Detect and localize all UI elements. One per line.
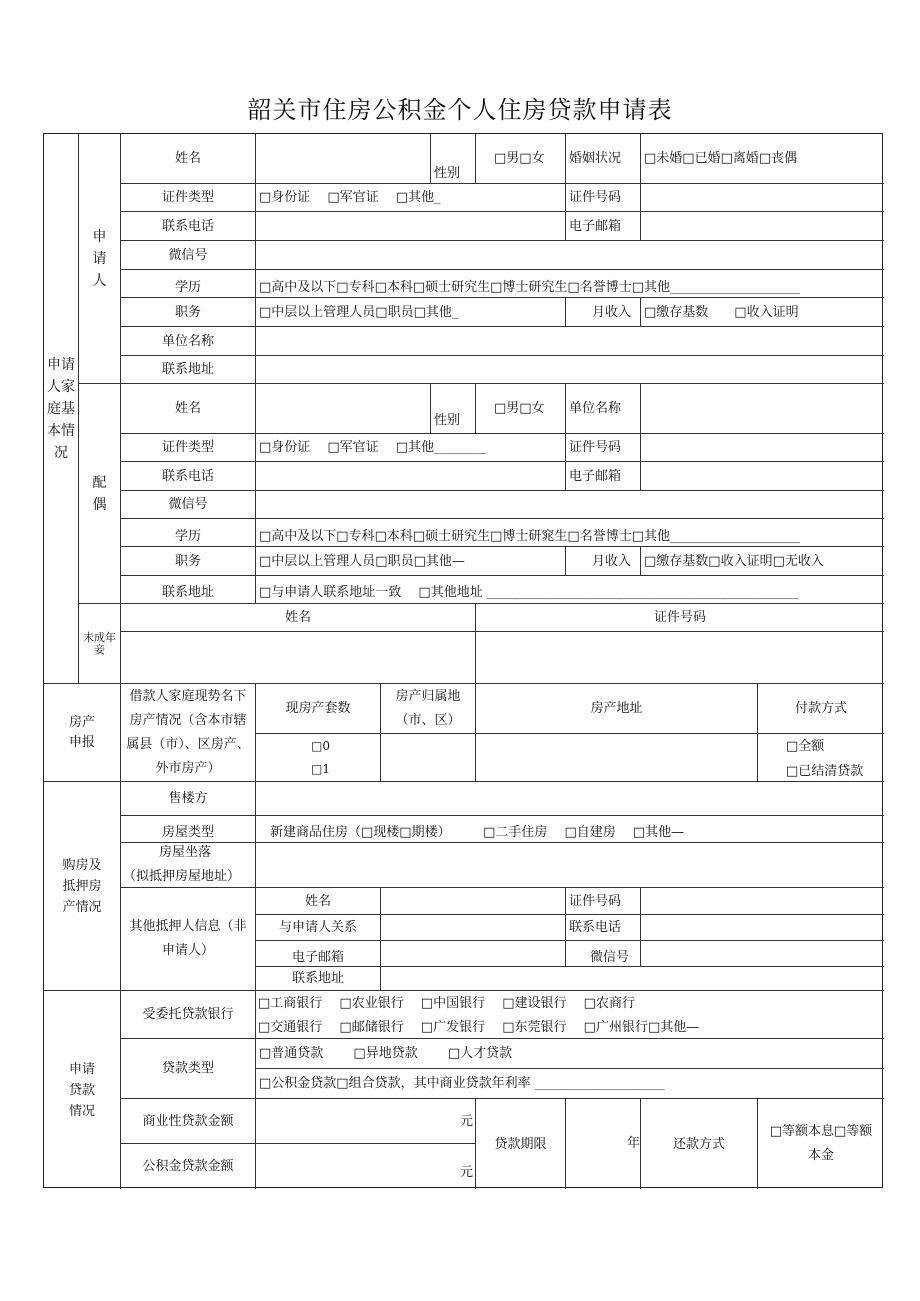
loan-section-label: 申请贷款情况 — [44, 991, 121, 1189]
applicant-income-label: 月收入 — [566, 298, 641, 327]
house-type-label: 房屋类型 — [121, 816, 256, 843]
spouse-idtype-label: 证件类型 — [121, 434, 256, 462]
commercial-amount-label: 商业性贷款金额 — [121, 1099, 256, 1144]
property-belong-header: 房产归属地（市、区） — [381, 684, 476, 734]
property-pay-header: 付款方式 — [758, 684, 884, 734]
spouse-name-field[interactable] — [256, 384, 431, 434]
spouse-email-field[interactable] — [641, 462, 884, 491]
house-location-label-cell — [121, 843, 256, 888]
loan-term-field[interactable] — [566, 1099, 641, 1189]
loan-application-form — [43, 133, 883, 1188]
mortgagor-email-label: 电子邮箱 — [256, 941, 381, 967]
property-addr-header: 房产地址 — [476, 684, 758, 734]
seller-label: 售楼方 — [121, 782, 256, 816]
spouse-unit-field[interactable] — [641, 384, 884, 434]
applicant-name-field[interactable] — [256, 134, 431, 184]
spouse-gender-options[interactable]: □男□女 — [476, 384, 566, 434]
applicant-unit-label: 单位名称 — [121, 327, 256, 356]
minor-idno-header: 证件号码 — [476, 604, 884, 632]
mortgagor-addr-label: 联系地址 — [256, 967, 381, 991]
fund-amount-label: 公积金贷款金额 — [121, 1144, 256, 1189]
applicant-gender-options[interactable]: □男□女 — [476, 134, 566, 184]
family-info-section-label: 申请人家庭基本情况 — [44, 134, 79, 684]
mortgagor-relation-field[interactable] — [381, 915, 566, 941]
bank-options-cell — [256, 991, 884, 1039]
house-type-options[interactable]: 新建商品住房（□现楼□期楼） □二手住房 □自建房 □其他— — [256, 816, 884, 843]
property-count-0[interactable]: □0 — [311, 739, 330, 753]
applicant-idtype-label: 证件类型 — [121, 184, 256, 212]
commercial-amount-unit: 元 — [459, 1114, 473, 1129]
applicant-wechat-field[interactable] — [256, 241, 884, 270]
loan-type-label: 贷款类型 — [121, 1039, 256, 1099]
minor-idno-field[interactable] — [476, 632, 884, 684]
spouse-job-label: 职务 — [121, 547, 256, 576]
mortgagor-addr-field[interactable] — [381, 967, 884, 991]
house-location-label: 房屋坐落 — [159, 845, 212, 860]
fund-amount-field[interactable] — [256, 1144, 476, 1189]
property-pay-cell — [758, 734, 884, 782]
spouse-income-options[interactable]: □缴存基数□收入证明□无收入 — [641, 547, 884, 576]
repay-method-label: 还款方式 — [641, 1099, 758, 1189]
property-belong-field[interactable] — [381, 734, 476, 782]
minor-group-label: 未成年妾 — [79, 604, 121, 684]
property-desc: 借款人家庭现势名下房产情况（含本市辖属县（市）、区房产、外市房产） — [121, 684, 256, 782]
applicant-income-options[interactable]: □缴存基数 □收入证明 — [641, 298, 884, 327]
mortgagor-wechat-label: 微信号 — [566, 941, 641, 967]
spouse-addr-options[interactable]: □与申请人联系地址一致 □其他地址 ________________________________________________ — [256, 576, 884, 604]
loan-type-options-row2[interactable]: □公积金贷款□组合贷款，其中商业贷款年利率 ____________________ — [256, 1069, 884, 1099]
spouse-gender-label-cell — [431, 384, 476, 434]
applicant-gender-label-cell — [431, 134, 476, 184]
applicant-addr-field[interactable] — [256, 356, 884, 384]
mortgagor-email-field[interactable] — [381, 941, 566, 967]
spouse-email-label: 电子邮箱 — [566, 462, 641, 491]
spouse-idno-label: 证件号码 — [566, 434, 641, 462]
property-count-header: 现房产套数 — [256, 684, 381, 734]
applicant-name-label: 姓名 — [121, 134, 256, 184]
spouse-idno-field[interactable] — [641, 434, 884, 462]
spouse-wechat-field[interactable] — [256, 491, 884, 519]
repay-method-options[interactable]: □等额本息□等额本金 — [769, 1124, 873, 1163]
spouse-group-label: 配偶 — [79, 384, 121, 604]
property-section-label: 房产申报 — [44, 684, 121, 782]
applicant-idtype-options[interactable]: □身份证 □军官证 □其他_ — [256, 184, 566, 212]
spouse-income-label: 月收入 — [566, 547, 641, 576]
commercial-amount-field[interactable] — [256, 1099, 476, 1144]
mortgagor-relation-label: 与申请人关系 — [256, 915, 381, 941]
property-pay-cleared[interactable]: □已结清贷款 — [786, 764, 864, 779]
applicant-job-label: 职务 — [121, 298, 256, 327]
spouse-idtype-options[interactable]: □身份证 □军官证 □其他________ — [256, 434, 566, 462]
mortgagor-idno-label: 证件号码 — [566, 888, 641, 915]
mortgagor-phone-label: 联系电话 — [566, 915, 641, 941]
house-location-field[interactable] — [256, 843, 884, 888]
applicant-group-label: 申请人 — [79, 134, 121, 384]
other-mortgagor-label: 其他抵押人信息（非申请人） — [121, 888, 256, 991]
applicant-gender-label: 性别 — [434, 166, 461, 181]
spouse-unit-label: 单位名称 — [566, 384, 641, 434]
mortgagor-wechat-field[interactable] — [641, 941, 884, 967]
applicant-edu-label: 学历 — [121, 270, 256, 298]
loan-term-unit: 年 — [626, 1136, 640, 1151]
applicant-idno-label: 证件号码 — [566, 184, 641, 212]
property-pay-full[interactable]: □全额 — [786, 739, 825, 754]
applicant-marital-label: 婚姻状况 — [566, 134, 641, 184]
applicant-unit-field[interactable] — [256, 327, 884, 356]
spouse-name-label: 姓名 — [121, 384, 256, 434]
applicant-idno-field[interactable] — [641, 184, 884, 212]
mortgagor-name-label: 姓名 — [256, 888, 381, 915]
spouse-wechat-label: 微信号 — [121, 491, 256, 519]
purchase-section-label: 购房及抵押房产情况 — [44, 782, 121, 991]
loan-term-label: 贷款期限 — [476, 1099, 566, 1189]
loan-type-options-row1[interactable]: □普通贷款 □异地贷款 □人才贷款 — [256, 1039, 884, 1069]
spouse-job-options[interactable]: □中层以上管理人员□职员□其他— — [256, 547, 566, 576]
spouse-addr-label: 联系地址 — [121, 576, 256, 604]
mortgagor-name-field[interactable] — [381, 888, 566, 915]
applicant-addr-label: 联系地址 — [121, 356, 256, 384]
applicant-phone-label: 联系电话 — [121, 212, 256, 241]
property-addr-field[interactable] — [476, 734, 758, 782]
bank-options-row2[interactable]: □交通银行 □邮储银行 □广发银行 □东莞银行 □广州银行□其他— — [258, 1020, 700, 1035]
form-title: 韶关市住房公积金个人住房贷款申请表 — [247, 96, 673, 124]
spouse-gender-label: 性别 — [434, 413, 461, 428]
mortgagor-idno-field[interactable] — [641, 888, 884, 915]
applicant-email-label: 电子邮箱 — [566, 212, 641, 241]
house-location-sublabel: （拟抵押房屋地址） — [123, 869, 241, 884]
spouse-edu-options[interactable]: □高中及以下□专科□本科□硕士研究生□博士研窕生□名誉博士□其他____________________ — [256, 519, 884, 547]
applicant-job-options[interactable]: □中层以上管理人员□职员□其他_ — [256, 298, 566, 327]
property-count-cell — [256, 734, 381, 782]
applicant-wechat-label: 微信号 — [121, 241, 256, 270]
bank-options-row1[interactable]: □工商银行 □农业银行 □中国银行 □建设银行 □农商行 — [258, 996, 635, 1011]
applicant-email-field[interactable] — [641, 212, 884, 241]
spouse-phone-label: 联系电话 — [121, 462, 256, 491]
spouse-phone-field[interactable] — [256, 462, 566, 491]
applicant-edu-options[interactable]: □高中及以下□专科□本科□硕士研究生□博士研究生□名誉博士□其他____________________ — [256, 270, 884, 298]
minor-name-field[interactable] — [121, 632, 476, 684]
mortgagor-phone-field[interactable] — [641, 915, 884, 941]
property-count-1[interactable]: □1 — [311, 762, 330, 776]
fund-amount-unit: 元 — [459, 1165, 473, 1180]
spouse-edu-label: 学历 — [121, 519, 256, 547]
applicant-marital-options[interactable]: □未婚□已婚□离婚□丧偶 — [641, 134, 884, 184]
bank-label: 受委托贷款银行 — [121, 991, 256, 1039]
minor-name-header: 姓名 — [121, 604, 476, 632]
applicant-phone-field[interactable] — [256, 212, 566, 241]
seller-field[interactable] — [256, 782, 884, 816]
